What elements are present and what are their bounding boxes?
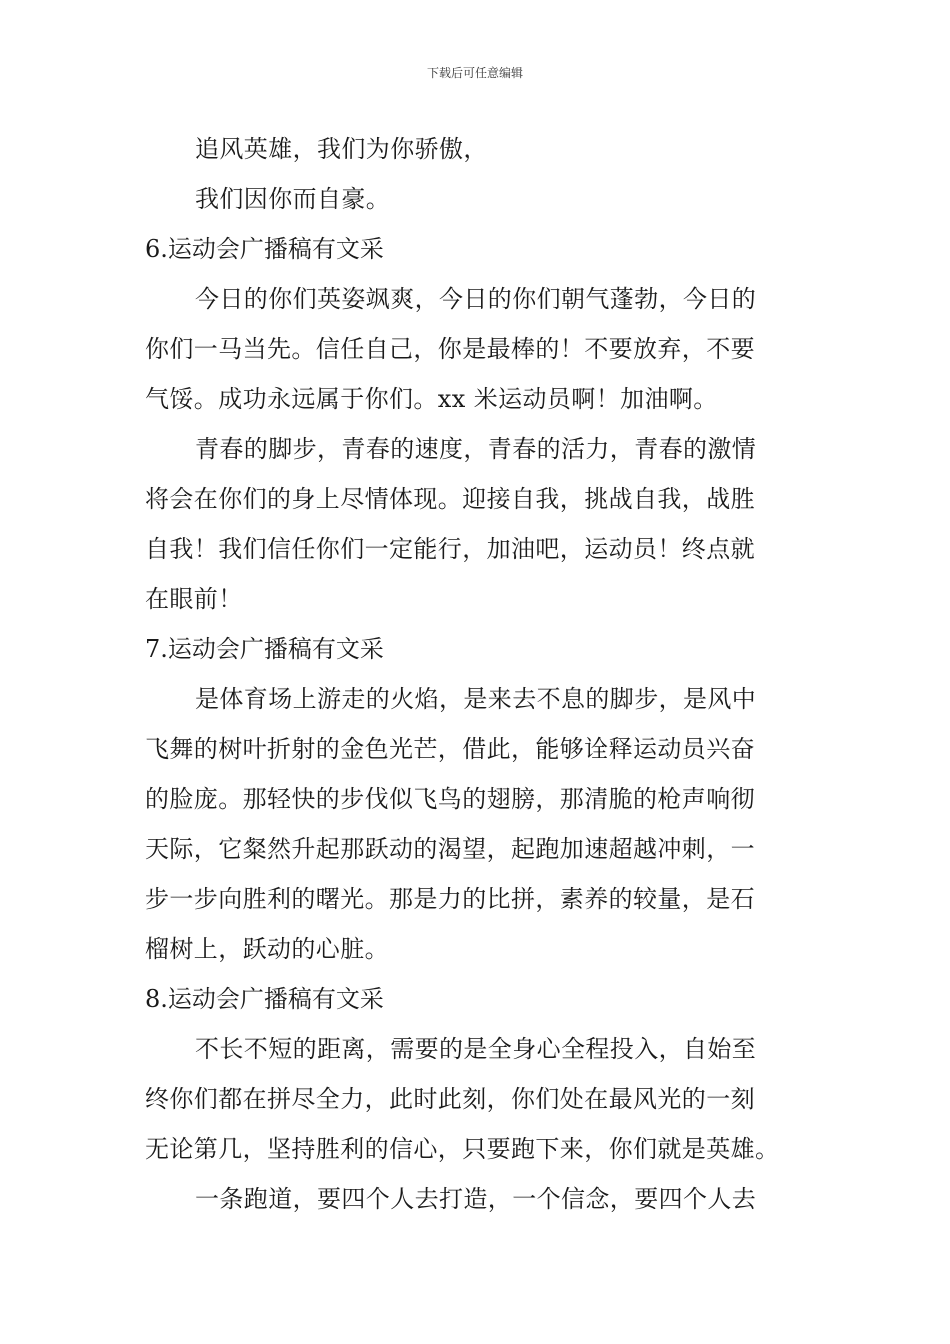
paragraph-line: 我们因你而自豪。: [195, 185, 391, 213]
paragraph-line: 无论第几，坚持胜利的信心，只要跑下来，你们就是英雄。: [145, 1135, 780, 1163]
paragraph-line: 步一步向胜利的曙光。那是力的比拼，素养的较量，是石: [145, 885, 755, 913]
paragraph-line: 青春的脚步，青春的速度，青春的活力，青春的激情: [195, 435, 757, 463]
paragraph-line: 将会在你们的身上尽情体现。迎接自我，挑战自我，战胜: [145, 485, 755, 513]
document-body: [145, 124, 807, 1224]
paragraph-line: 一条跑道，要四个人去打造，一个信念，要四个人去: [195, 1185, 757, 1213]
paragraph-line: 不长不短的距离，需要的是全身心全程投入，自始至: [195, 1035, 757, 1063]
paragraph-line: 你们一马当先。信任自己，你是最棒的！不要放弃，不要: [145, 335, 755, 363]
paragraph-line: 榴树上，跃动的心脏。: [145, 935, 389, 963]
paragraph-line: 今日的你们英姿飒爽，今日的你们朝气蓬勃，今日的: [195, 285, 757, 313]
page-header-note: 下载后可任意编辑: [426, 66, 523, 80]
paragraph-line: 终你们都在拼尽全力，此时此刻，你们处在最风光的一刻: [145, 1085, 755, 1113]
paragraph-line: 自我！我们信任你们一定能行，加油吧，运动员！终点就: [145, 535, 755, 563]
section-heading: 7.运动会广播稿有文采: [145, 635, 384, 663]
paragraph-line: 是体育场上游走的火焰，是来去不息的脚步，是风中: [195, 685, 757, 713]
section-heading: 8.运动会广播稿有文采: [145, 985, 384, 1013]
paragraph-line: 在眼前！: [145, 585, 243, 613]
section-heading: 6.运动会广播稿有文采: [145, 235, 384, 263]
paragraph-line: 天际，它粲然升起那跃动的渴望，起跑加速超越冲刺，一: [145, 835, 755, 863]
paragraph-line: 气馁。成功永远属于你们。xx 米运动员啊！加油啊。: [145, 385, 718, 413]
paragraph-line: 追风英雄，我们为你骄傲，: [195, 135, 488, 163]
paragraph-line: 飞舞的树叶折射的金色光芒，借此，能够诠释运动员兴奋: [145, 735, 755, 763]
paragraph-line: 的脸庞。那轻快的步伐似飞鸟的翅膀，那清脆的枪声响彻: [145, 785, 755, 813]
